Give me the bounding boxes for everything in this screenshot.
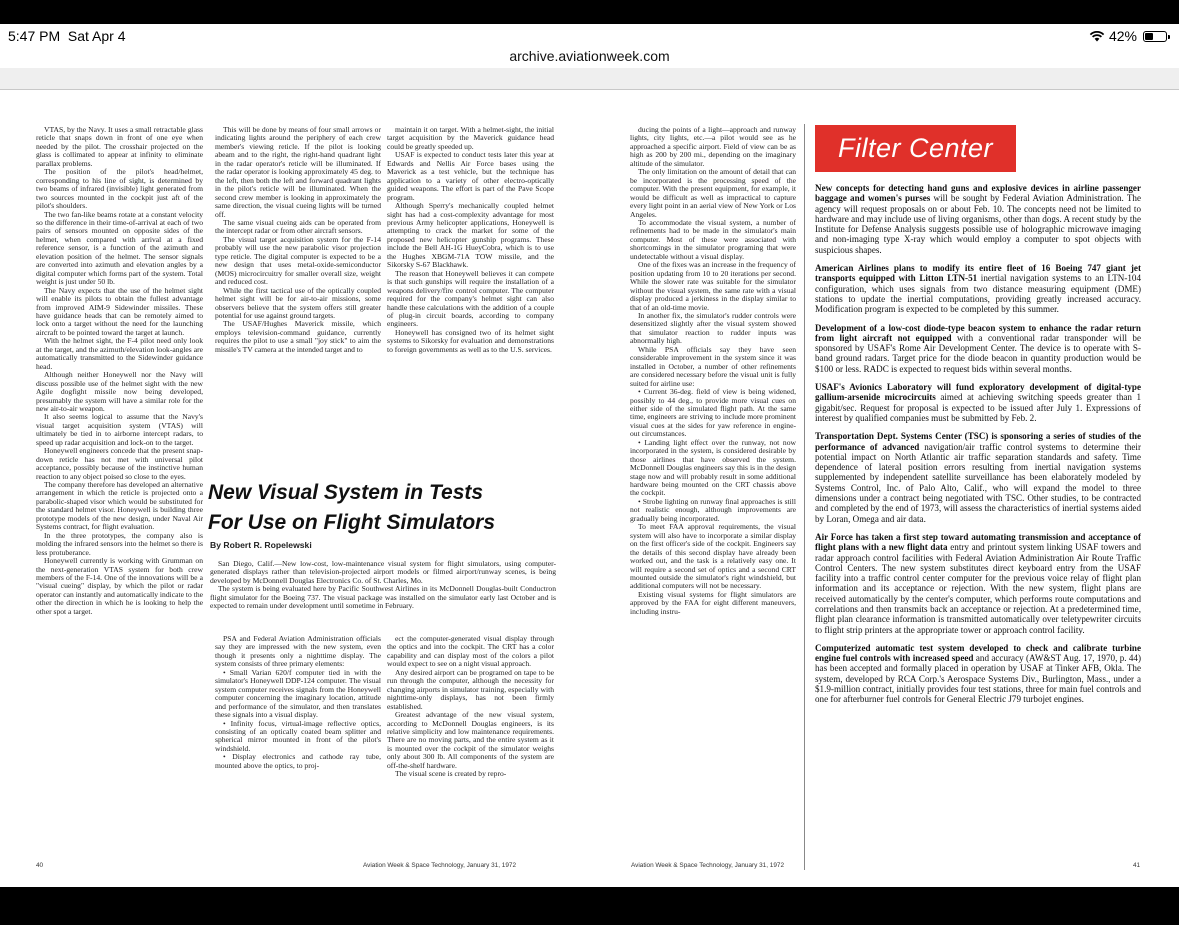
article-paragraph: With the helmet sight, the F-4 pilot need only look at the target, and the azimuth/elevation look-angles are automatically transmitted to the Sidewinder guidance head. xyxy=(36,336,203,371)
article-paragraph: • Current 36-deg. field of view is being widened, possibly to 44 deg., to provide more visual cues on either side of the simulated flight path. At the same time, engineers are striving to include more prominent visual cues at the sides for yaw reference in engine-out circumstances. xyxy=(630,387,796,439)
article-paragraph: USAF is expected to conduct tests later this year at Edwards and Nellis Air Force bases using the Maverick as a test vehicle, but the technique has application to a variety of other electro-optically guided weapons. The effort is part of the Pave Scope program. xyxy=(387,150,554,202)
article-paragraph: One of the fixes was an increase in the frequency of position updating from 10 to 20 iterations per second. While the slower rate was suitable for the simulator without the visual system, the same rate with a visual display produced a jerkiness in the display similar to that of an old-time movie. xyxy=(630,260,796,312)
filter-item-body: will be sought by Federal Aviation Administration. The agency will request proposals on or about Feb. 10. The concepts need not be limited to hardware and may include use of living organisms, other than dogs. A recent study by the Institute for Defense Analysis suggests possible use of holographic microwave imaging and non-imaging type X-ray which would employ a computer to spot objects with suspicious shapes. xyxy=(815,193,1141,255)
filter-item-lead: USAF's Avionics Laboratory will fund exploratory development of digital-type gallium-arsenide microcircuits xyxy=(815,382,1141,403)
status-bar xyxy=(0,24,1179,48)
filter-center-item xyxy=(815,183,1141,255)
article-paragraph: Although neither Honeywell nor the Navy will discuss possible use of the helmet sight with the new Agile dogfight missile now being developed, presumably the system will have a similar role for the new air-to-air weapon. xyxy=(36,370,203,413)
article-paragraph: PSA and Federal Aviation Administration officials say they are impressed with the new system, even though it presents only a nighttime display. The system consists of three primary elements: xyxy=(215,635,381,669)
filter-center-item xyxy=(815,431,1141,524)
headline-line-1: New Visual System in Tests xyxy=(208,481,484,504)
article-column-2-lower xyxy=(215,635,381,887)
article-paragraph: It also seems logical to assume that the Navy's visual target acquisition system (VTAS) will ultimately be tied in to airborne intercept radars, to speed up radar acquisition and lock-on to the target. xyxy=(36,412,203,447)
filter-center-item xyxy=(815,263,1141,314)
article-paragraph: The position of the pilot's head/helmet, corresponding to his line of sight, is determined by two beams of infrared (invisible) light generated from two sources mounted in the cockpit just aft of the pilot's shoulders. xyxy=(36,167,203,211)
article-paragraph: The system is being evaluated here by Pacific Southwest Airlines in its McDonnell Douglas-built Conductron flight simulator for the Boeing 737. The visual package was installed on the simulator early last October and is expected to remain under development until sometime in February. xyxy=(210,584,556,611)
filter-item-lead: Air Force has taken a first step toward automating transmission and acceptance of flight plans with a new flight data xyxy=(815,531,1141,553)
article-paragraph: The USAF/Hughes Maverick missile, which employs television-command guidance, currently requires the pilot to use a small "joy stick" to aim the missile's TV camera at the intended target and to xyxy=(215,319,381,354)
battery-icon xyxy=(1143,31,1167,42)
url-text[interactable]: archive.aviationweek.com xyxy=(509,48,670,64)
filter-center-item xyxy=(815,532,1141,635)
footer-page-right: 41 xyxy=(1133,862,1141,869)
filter-item-body: navigation/air traffic control systems to determine their potential impact on North Atlantic air traffic separation standards and safety. Time dependence of lateral position errors resulting from inertial navigation systems supplemented by independent satellite surveillance has been elaborately modeled by Systems Control, Inc. of Palo Alto, Calif., who will expand the model to three dimensions under a contract being negotiated with TSC. Other studies, to be contracted and completed by the end of 1973, will assess the characteristics of inertial systems aided by Loran, Omega and air data. xyxy=(815,441,1141,524)
article-paragraph: • Display electronics and cathode ray tube, mounted above the optics, to proj- xyxy=(215,752,381,770)
headline-line-2: For Use on Flight Simulators xyxy=(208,511,496,534)
article-headline xyxy=(208,478,558,538)
article-byline: By Robert R. Ropelewski xyxy=(210,540,312,550)
filter-item-body: and accuracy (AW&ST Aug. 17, 1970, p. 44) has been accepted and formally placed in operation by USAF at Tinker AFB, Okla. The system, developed by RCA Corp.'s Aerospace Systems Div., Burlington, Mass., under a $1.9-million contract, initially provides four test stations, three for main fuel controls and one for afterburner fuel controls for General Electric J79 turbojet engines. xyxy=(815,653,1141,705)
article-paragraph: The two fan-like beams rotate at a constant velocity so the difference in their time-of-arrival at each of two pairs of sensors mounted on opposite sides of the helmet, when compared with arrival at a fixed reference sensor, is a function of the azimuth and elevation position of the helmet. The sensor signals are converted into azimuth and elevation angles by a digital computer which forms part of the system. Total weight is just under 50 lb. xyxy=(36,209,203,287)
article-paragraph: In the three prototypes, the company also is molding the infrared sensors into the helmet so there is less protuberance. xyxy=(36,530,203,557)
article-paragraph: The Navy expects that the use of the helmet sight will enable its pilots to obtain the fullest advantage from improved AIM-9 Sidewinder missiles. These have guidance heads that can be remotely aimed to lock onto a target without the need for the launching aircraft to be pointed toward the target at launch. xyxy=(36,285,203,337)
filter-center-item xyxy=(815,382,1141,423)
article-paragraph: The same visual cueing aids can be operated from the intercept radar or from other aircraft sensors. xyxy=(215,217,381,236)
filter-item-lead: Development of a low-cost diode-type beacon system to enhance the radar return from light aircraft not equipped xyxy=(815,322,1141,343)
article-lead xyxy=(210,560,556,630)
article-paragraph: The visual scene is created by repro- xyxy=(395,769,507,779)
article-paragraph: Greatest advantage of the new visual system, according to McDonnell Douglas engineers, is its relative simplicity and low maintenance requirements. There are no moving parts, and the entire system as it is mounted over the cockpit of the simulator weighs only about 300 lb. All components of the system are off-the-shelf hardware. xyxy=(387,710,554,770)
browser-toolbar-gap xyxy=(0,68,1179,90)
article-paragraph: Although Sperry's mechanically coupled helmet sight has had a cost-complexity advantage for most previous Army helicopter applications, Honeywell is attempting to crack the market for some of the proposed new helicopter gunship programs. These include the Bell AH-1G HueyCobra, which is to use the Hughes XBGM-71A TOW missile, and the Sikorsky S-67 Blackhawk. xyxy=(387,201,554,270)
article-paragraph: The company therefore has developed an alternative arrangement in which the reticle is projected onto a parabolic-shaped visor which would be substituted for the standard helmet visor. Honeywell is building three prototype models of the new design, under Naval Air Systems contract, for flight evaluation. xyxy=(36,480,203,532)
column-divider xyxy=(804,124,805,870)
status-time: 5:47 PM Sat Apr 4 xyxy=(8,28,126,44)
article-paragraph: • Landing light effect over the runway, not now incorporated in the system, is considered desirable by those airlines that have observed the system. McDonnell Douglas engineers say this is in the design stage now and will probably result in some additional hardware being mounted on the CRT chassis above the cockpit. xyxy=(630,437,796,498)
filter-item-body: entry and printout system linking USAF towers and radar approach control facilities with Federal Aviation Administration Air Route Traffic Control Centers. The new system substitutes direct keyboard entry from the USAF facility into a traffic control center computer for the previous voice relay of flight plan information and its acceptance or rejection. With the new system, flight plans are received automatically by the center's computer, which performs route computations and correlations and then transmits back an acceptance or rejection. At a predetermined time, flight plan clearance information is transmitted automatically over teletypewriter circuits to flight strip printers at the appropriate tower or approach control facility. xyxy=(815,542,1141,635)
status-right xyxy=(1089,28,1167,44)
article-column-3-lower xyxy=(387,635,554,887)
filter-item-lead: Transportation Dept. Systems Center (TSC) is sponsoring a series of studies of the performance of advanced xyxy=(815,431,1141,452)
filter-item-body: inertial navigation systems to an LTN-104 configuration, which uses signals from two distance measuring equipment (DME) stations to update the inertial computations, providing greatly increased accuracy. Modification program is expected to be completed by this summer. xyxy=(815,273,1141,315)
article-paragraph: VTAS, by the Navy. It uses a small retractable glass reticle that snaps down in front of one eye when needed by the pilot. The crosshair projected on the glass is collimated to appear at infinity to eliminate parallax problems. xyxy=(36,126,203,168)
article-paragraph: ect the computer-generated visual display through the optics and into the cockpit. The CRT has a color capability and can display most of the colors a pilot would expect to see on a night visual approach. xyxy=(387,635,554,669)
article-paragraph: ducing the points of a light—approach and runway lights, city lights, etc.—a pilot would see as he approached a specific airport. Field of view can be as high as 200 by 200 mi., depending on the imaginary altitude of the simulator. xyxy=(630,126,796,168)
battery-percent: 42% xyxy=(1108,28,1137,44)
filter-item-body: with a conventional radar transponder will be sponsored by USAF's Rome Air Development Center. The device is to operate with S-band ground radars. Target price for the diode beacon in quantity production would be $100 or less. RADC is expected to request bids within several months. xyxy=(815,332,1141,374)
bottom-letterbox xyxy=(0,887,1179,925)
status-date: Sat Apr 4 xyxy=(67,28,126,44)
footer-journal-right: Aviation Week & Space Technology, January 31, 1972 xyxy=(631,862,785,869)
filter-center-item xyxy=(815,323,1141,374)
article-paragraph: Any desired airport can be programed on tape to be run through the computer, although the necessity for changing airports in simulator training, especially with nighttime-only displays, has not been firmly established. xyxy=(387,667,554,711)
footer-page-left: 40 xyxy=(36,862,44,869)
article-paragraph: • Infinity focus, virtual-image reflective optics, consisting of an optically coated beam splitter and spherical mirror mounted in front of the pilot's windshield. xyxy=(215,718,381,753)
article-paragraph: To meet FAA approval requirements, the visual system will also have to incorporate a similar display on the first officer's side of the cockpit. Engineers say the details of this second display have already been worked out, and the task is a relatively easy one. It will require a second set of optics and a second CRT mounted outside the simulator's right windshield, but additional computers will not be necessary. xyxy=(630,522,796,591)
address-bar[interactable] xyxy=(0,48,1179,68)
article-paragraph: While PSA officials say they have seen considerable improvement in the system since it was installed in October, a number of other refinements are considered necessary before the visual unit is fully suited for airline use: xyxy=(630,344,796,388)
filter-item-lead: New concepts for detecting hand guns and explosive devices in airline passenger baggage and women's purses xyxy=(815,183,1141,204)
article-column-4 xyxy=(630,126,796,888)
article-paragraph: • Small Varian 620/f computer tied in with the simulator's Honeywell DDP-124 computer. The visual system computer receives signals from the Honeywell computer concerning the imaginary location, attitude and performance of the simulator, and then translates these signals into a visual display. xyxy=(215,667,381,720)
article-paragraph: • Strobe lighting on runway final approaches is still not realistic enough, although improvements are gradually being incorporated. xyxy=(630,496,796,523)
wifi-icon xyxy=(1089,30,1105,42)
article-paragraph: The reason that Honeywell believes it can compete is that such gunships will require the installation of a weapons delivery/fire control computer. The computer required for the company's helmet sight can also handle these calculations with the addition of a couple of plug-in circuit boards, according to company engineers. xyxy=(387,268,554,329)
article-paragraph: This will be done by means of four small arrows or indicating lights around the periphery of each crew member's viewing reticle. If the pilot is looking abeam and to the right, the right-hand quadrant light in the radar operator's reticle will be illuminated. If the radar operator is looking approximately 45 deg. to the left, then both the left and forward quadrant lights in the pilot's reticle will be illuminated. When the second crew member is looking in approximately the same direction, the visual cueing lights will be turned off. xyxy=(215,126,381,219)
article-paragraph: To accommodate the visual system, a number of refinements had to be made in the simulator's main computer. Most of these were associated with shortcomings in the simulator programing that were undetectable without a visual display. xyxy=(630,217,796,261)
filter-item-lead: Computerized automatic test system developed to check and calibrate turbine engine fuel controls with increased speed xyxy=(815,642,1141,664)
article-column-1 xyxy=(36,126,203,888)
scanned-magazine-page[interactable] xyxy=(0,90,1179,887)
filter-item-body: aimed at achieving switching speeds greater than 1 gigabit/sec. Request for proposal is expected to be issued after July 1. Expressions of interest by qualified companies must be submitted by Feb. 2. xyxy=(815,392,1141,423)
filter-item-lead: American Airlines plans to modify its entire fleet of 16 Boeing 747 giant jet transports equipped with Litton LTN-51 xyxy=(815,263,1141,284)
article-paragraph: Honeywell currently is working with Grumman on the next-generation VTAS system for both crew members of the F-14. One of the innovations will be a "visual cueing" display, by which the pilot or radar operator can instantly and automatically indicate to the other the direction in which he is looking to help the other spot a target. xyxy=(36,556,203,616)
article-paragraph: The visual target acquisition system for the F-14 probably will use the new parabolic visor projection type reticle. The digital computer is expected to be a new design that uses metal-oxide-semiconductor (MOS) microcircuitry for smaller overall size, weight and reduced cost. xyxy=(215,234,381,287)
article-paragraph: Honeywell has consigned two of its helmet sight systems to Sikorsky for evaluation and demonstrations to foreign governments as well as to the U.S. services. xyxy=(387,327,554,354)
article-paragraph: The only limitation on the amount of detail that can be incorporated is the processing speed of the computer. With the present equipment, for example, it would be difficult as well as impractical to capture every light point in an aerial view of New York or Los Angeles. xyxy=(630,167,796,219)
article-paragraph: In another fix, the simulator's rudder controls were desensitized slightly after the visual system showed that simulator reaction to rudder inputs was abnormally high. xyxy=(630,310,796,346)
filter-center-items xyxy=(815,183,1141,883)
article-paragraph: San Diego, Calif.—New low-cost, low-maintenance visual system for flight simulators, using computer-generated displays rather than television-projected airport models or filmed airport/runway scenes, is being developed by McDonnell Douglas Electronics Co. of St. Charles, Mo. xyxy=(210,560,556,585)
filter-center-item xyxy=(815,643,1141,705)
article-paragraph: While the first tactical use of the optically coupled helmet sight will be for air-to-air missions, some observers believe that the system offers still greater potential for use against ground targets. xyxy=(215,285,381,320)
footer-journal-left: Aviation Week & Space Technology, January 31, 1972 xyxy=(363,862,517,869)
article-paragraph: Honeywell engineers concede that the present snap-down reticle has not met with universal pilot acceptance, possibly because of the instinctive human reaction to any object poised so close to the eyes. xyxy=(36,446,203,481)
filter-center-banner: Filter Center xyxy=(815,125,1016,172)
article-paragraph: maintain it on target. With a helmet-sight, the initial target acquisition by the Maverick guidance head could be greatly speeded up. xyxy=(387,126,554,151)
article-paragraph: Existing visual systems for flight simulators are approved by the FAA for eight different maneuvers, including instru- xyxy=(630,589,796,616)
